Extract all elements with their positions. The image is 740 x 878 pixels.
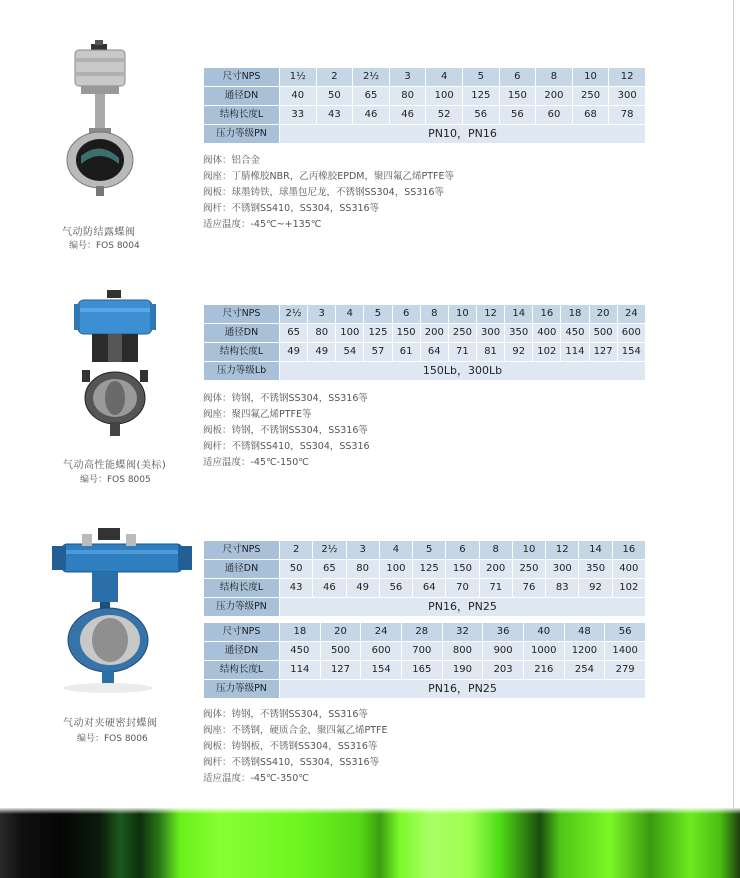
spec-cell: 56 <box>605 623 646 642</box>
spec-cell: 52 <box>426 106 463 125</box>
spec-cell: 6 <box>499 68 536 87</box>
spec-cell: 154 <box>617 343 645 362</box>
spec-cell: 65 <box>353 87 390 106</box>
product-code: 编号：FOS 8006 <box>77 734 148 744</box>
spec-cell: 57 <box>364 343 392 362</box>
spec-cell: 48 <box>564 623 605 642</box>
spec-row <box>204 642 646 661</box>
spec-row-label: 结构长度L <box>204 579 280 598</box>
spec-cell: 10 <box>572 68 609 87</box>
spec-cell: 14 <box>579 541 612 560</box>
spec-row-label: 结构长度L <box>204 661 280 680</box>
material-line: 阀板：铸钢，不锈钢SS304，SS316等 <box>203 425 368 436</box>
spec-cell: 1000 <box>523 642 564 661</box>
spec-cell: 900 <box>483 642 524 661</box>
pressure-row <box>204 125 646 144</box>
spec-cell: 400 <box>612 560 645 579</box>
spec-cell: 6 <box>392 305 420 324</box>
materials-list <box>203 707 388 787</box>
spec-cell: 500 <box>589 324 617 343</box>
spec-cell: 40 <box>280 87 317 106</box>
material-line: 阀杆：不锈钢SS410，SS304，SS316等 <box>203 757 380 768</box>
spec-cell: 68 <box>572 106 609 125</box>
spec-cell: 125 <box>413 560 446 579</box>
spec-cell: 50 <box>280 560 313 579</box>
pressure-value: PN16，PN25 <box>280 680 646 699</box>
spec-cell: 2½ <box>313 541 346 560</box>
spec-cell: 46 <box>353 106 390 125</box>
spec-row-label: 通径DN <box>204 324 280 343</box>
spec-cell: 2 <box>316 68 353 87</box>
product-code: 编号：FOS 8005 <box>80 475 151 485</box>
spec-cell: 10 <box>448 305 476 324</box>
spec-row <box>204 623 646 642</box>
valve-photo-hard-seal-wafer <box>52 528 192 698</box>
spec-cell: 56 <box>462 106 499 125</box>
spec-row-label: 通径DN <box>204 560 280 579</box>
spec-cell: 43 <box>280 579 313 598</box>
spec-cell: 76 <box>512 579 545 598</box>
spec-row <box>204 106 646 125</box>
spec-cell: 81 <box>476 343 504 362</box>
spec-cell: 4 <box>379 541 412 560</box>
spec-cell: 54 <box>336 343 364 362</box>
valve-photo-high-performance <box>70 290 160 445</box>
spec-cell: 114 <box>280 661 321 680</box>
spec-cell: 36 <box>483 623 524 642</box>
spec-cell: 102 <box>533 343 561 362</box>
spec-cell: 800 <box>442 642 483 661</box>
spec-cell: 254 <box>564 661 605 680</box>
spec-cell: 279 <box>605 661 646 680</box>
spec-cell: 350 <box>505 324 533 343</box>
spec-row <box>204 560 646 579</box>
spec-cell: 24 <box>361 623 402 642</box>
spec-row <box>204 324 646 343</box>
spec-cell: 102 <box>612 579 645 598</box>
spec-cell: 250 <box>448 324 476 343</box>
material-line: 阀座：丁腈橡胶NBR，乙丙橡胶EPDM，聚四氟乙烯PTFE等 <box>203 171 454 182</box>
spec-cell: 56 <box>379 579 412 598</box>
spec-cell: 500 <box>320 642 361 661</box>
spec-cell: 24 <box>617 305 645 324</box>
spec-cell: 300 <box>546 560 579 579</box>
spec-cell: 250 <box>572 87 609 106</box>
spec-cell: 216 <box>523 661 564 680</box>
spec-table-fos-8005 <box>203 304 646 381</box>
spec-cell: 80 <box>308 324 336 343</box>
spec-cell: 3 <box>346 541 379 560</box>
spec-cell: 200 <box>479 560 512 579</box>
spec-cell: 127 <box>320 661 361 680</box>
spec-cell: 600 <box>361 642 402 661</box>
material-line: 阀杆：不锈钢SS410，SS304，SS316 <box>203 441 370 452</box>
spec-cell: 43 <box>316 106 353 125</box>
spec-cell: 56 <box>499 106 536 125</box>
spec-row <box>204 87 646 106</box>
spec-row-label: 尺寸NPS <box>204 541 280 560</box>
spec-cell: 80 <box>346 560 379 579</box>
pressure-row <box>204 680 646 699</box>
spec-cell: 16 <box>612 541 645 560</box>
spec-cell: 92 <box>579 579 612 598</box>
spec-cell: 100 <box>379 560 412 579</box>
spec-table-fos-8004 <box>203 67 646 144</box>
spec-cell: 70 <box>446 579 479 598</box>
spec-cell: 49 <box>280 343 308 362</box>
spec-row <box>204 541 646 560</box>
spec-row-label: 通径DN <box>204 642 280 661</box>
spec-cell: 65 <box>313 560 346 579</box>
spec-cell: 127 <box>589 343 617 362</box>
spec-cell: 71 <box>479 579 512 598</box>
material-line: 阀体：铝合金 <box>203 155 261 166</box>
material-line: 阀板：球墨铸铁，球墨包尼龙，不锈钢SS304，SS316等 <box>203 187 444 198</box>
spec-cell: 100 <box>336 324 364 343</box>
spec-cell: 6 <box>446 541 479 560</box>
spec-cell: 200 <box>536 87 573 106</box>
spec-cell: 64 <box>413 579 446 598</box>
spec-cell: 60 <box>536 106 573 125</box>
pressure-label: 压力等级PN <box>204 598 280 617</box>
spec-cell: 40 <box>523 623 564 642</box>
material-line: 适应温度：-45℃-350℃ <box>203 773 309 784</box>
material-line: 适应温度：-45℃-150℃ <box>203 457 309 468</box>
spec-cell: 33 <box>280 106 317 125</box>
spec-cell: 10 <box>512 541 545 560</box>
product-name: 气动高性能蝶阀(美标) <box>63 460 167 471</box>
spec-cell: 125 <box>364 324 392 343</box>
spec-cell: 64 <box>420 343 448 362</box>
spec-cell: 150 <box>499 87 536 106</box>
spec-cell: 125 <box>462 87 499 106</box>
product-code: 编号：FOS 8004 <box>69 241 140 251</box>
spec-cell: 12 <box>476 305 504 324</box>
material-line: 阀体：铸钢，不锈钢SS304，SS316等 <box>203 709 368 720</box>
spec-cell: 2½ <box>353 68 390 87</box>
spec-cell: 8 <box>479 541 512 560</box>
spec-cell: 300 <box>609 87 646 106</box>
spec-cell: 46 <box>389 106 426 125</box>
spec-row-label: 通径DN <box>204 87 280 106</box>
spec-cell: 114 <box>561 343 589 362</box>
pressure-row <box>204 362 646 381</box>
spec-cell: 92 <box>505 343 533 362</box>
material-line: 阀座：聚四氟乙烯PTFE等 <box>203 409 312 420</box>
materials-list <box>203 391 370 471</box>
spec-cell: 1½ <box>280 68 317 87</box>
pressure-value: PN10，PN16 <box>280 125 646 144</box>
spec-row-label: 结构长度L <box>204 106 280 125</box>
spec-cell: 46 <box>313 579 346 598</box>
pressure-value: PN16，PN25 <box>280 598 646 617</box>
spec-row <box>204 343 646 362</box>
spec-cell: 49 <box>346 579 379 598</box>
spec-cell: 32 <box>442 623 483 642</box>
valve-photo-anti-condensation <box>55 40 145 200</box>
spec-cell: 2 <box>280 541 313 560</box>
spec-cell: 4 <box>336 305 364 324</box>
spec-cell: 14 <box>505 305 533 324</box>
material-line: 阀体：铸钢，不锈钢SS304，SS316等 <box>203 393 368 404</box>
pressure-label: 压力等级Lb <box>204 362 280 381</box>
spec-cell: 600 <box>617 324 645 343</box>
spec-cell: 3 <box>308 305 336 324</box>
spec-cell: 80 <box>389 87 426 106</box>
spec-row <box>204 661 646 680</box>
spec-cell: 8 <box>420 305 448 324</box>
spec-row-label: 结构长度L <box>204 343 280 362</box>
spec-cell: 65 <box>280 324 308 343</box>
spec-cell: 250 <box>512 560 545 579</box>
spec-cell: 150 <box>392 324 420 343</box>
spec-row <box>204 579 646 598</box>
spec-table-fos-8006-large <box>203 622 646 699</box>
spec-cell: 71 <box>448 343 476 362</box>
material-line: 阀座：不锈钢，硬质合金，聚四氟乙烯PTFE <box>203 725 388 736</box>
spec-cell: 12 <box>609 68 646 87</box>
spec-cell: 4 <box>426 68 463 87</box>
spec-cell: 8 <box>536 68 573 87</box>
spec-cell: 78 <box>609 106 646 125</box>
spec-cell: 1200 <box>564 642 605 661</box>
pressure-value: 150Lb，300Lb <box>280 362 646 381</box>
spec-row-label: 尺寸NPS <box>204 305 280 324</box>
spec-cell: 3 <box>389 68 426 87</box>
spec-cell: 28 <box>401 623 442 642</box>
materials-list <box>203 153 454 233</box>
material-line: 阀杆：不锈钢SS410，SS304，SS316等 <box>203 203 380 214</box>
material-line: 阀板：铸钢板，不锈钢SS304，SS316等 <box>203 741 378 752</box>
spec-cell: 16 <box>533 305 561 324</box>
footer-green-band <box>0 808 740 878</box>
spec-cell: 2½ <box>280 305 308 324</box>
spec-row-label: 尺寸NPS <box>204 68 280 87</box>
spec-cell: 20 <box>589 305 617 324</box>
spec-cell: 50 <box>316 87 353 106</box>
spec-cell: 20 <box>320 623 361 642</box>
spec-cell: 83 <box>546 579 579 598</box>
spec-row-label: 尺寸NPS <box>204 623 280 642</box>
spec-row <box>204 305 646 324</box>
spec-cell: 450 <box>280 642 321 661</box>
spec-cell: 450 <box>561 324 589 343</box>
spec-cell: 300 <box>476 324 504 343</box>
spec-cell: 5 <box>364 305 392 324</box>
spec-row <box>204 68 646 87</box>
spec-table-fos-8006-small <box>203 540 646 617</box>
spec-cell: 200 <box>420 324 448 343</box>
spec-cell: 400 <box>533 324 561 343</box>
spec-cell: 1400 <box>605 642 646 661</box>
spec-cell: 150 <box>446 560 479 579</box>
spec-cell: 154 <box>361 661 402 680</box>
spec-cell: 700 <box>401 642 442 661</box>
spec-cell: 350 <box>579 560 612 579</box>
spec-cell: 5 <box>413 541 446 560</box>
spec-cell: 190 <box>442 661 483 680</box>
product-name: 气动对夹硬密封蝶阀 <box>63 718 158 729</box>
spec-cell: 165 <box>401 661 442 680</box>
spec-cell: 61 <box>392 343 420 362</box>
pressure-row <box>204 598 646 617</box>
pressure-label: 压力等级PN <box>204 125 280 144</box>
spec-cell: 5 <box>462 68 499 87</box>
pressure-label: 压力等级PN <box>204 680 280 699</box>
spec-cell: 49 <box>308 343 336 362</box>
spec-cell: 100 <box>426 87 463 106</box>
material-line: 适应温度：-45℃~+135℃ <box>203 219 322 230</box>
spec-cell: 18 <box>561 305 589 324</box>
product-name: 气动防结露蝶阀 <box>62 227 136 238</box>
spec-cell: 12 <box>546 541 579 560</box>
spec-cell: 18 <box>280 623 321 642</box>
spec-cell: 203 <box>483 661 524 680</box>
